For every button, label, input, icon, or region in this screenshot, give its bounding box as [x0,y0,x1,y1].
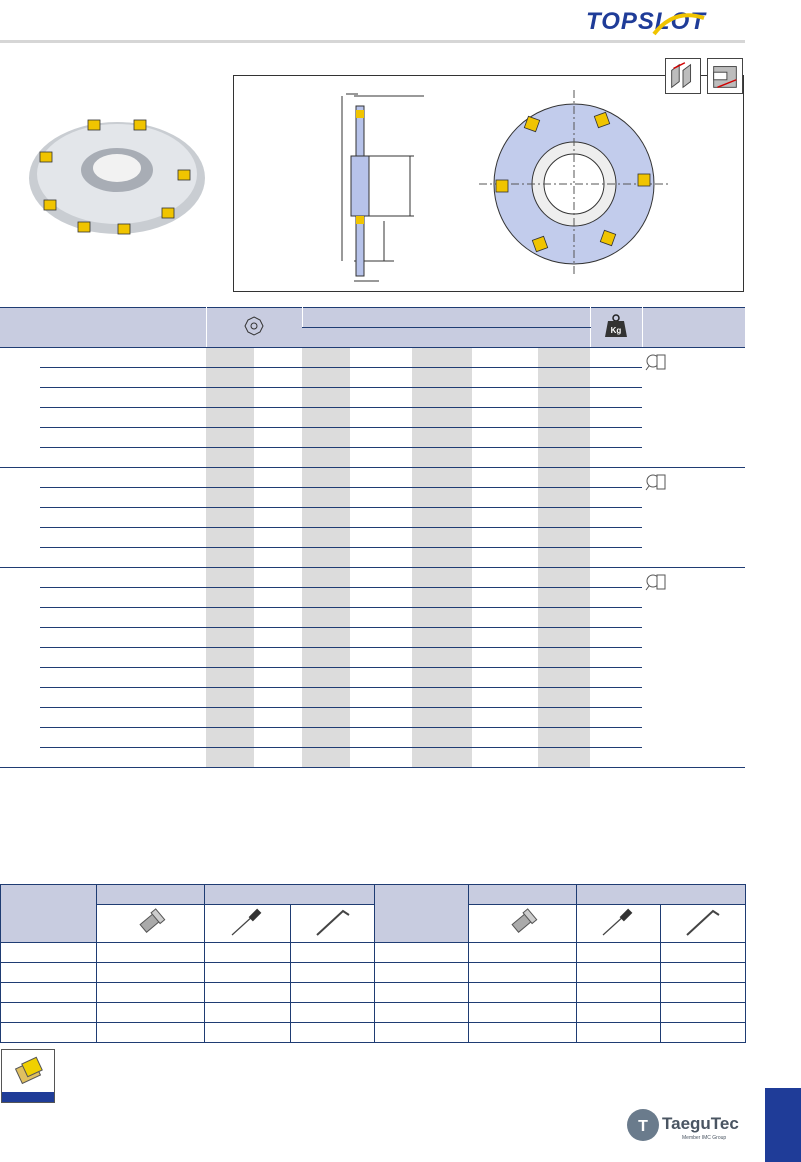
table-row [0,348,745,368]
reference-header [642,308,745,348]
cutter-drawing [233,75,744,292]
table-row [0,688,745,708]
table-row [0,568,745,588]
torx-key-icon [599,907,639,937]
table-row [0,588,745,608]
dimensions-subheader [302,328,590,348]
torx-key-cell [577,905,661,943]
table-row [0,388,745,408]
reference-page-icon [645,472,667,492]
hex-wrench-cell [661,905,746,943]
table-row [0,428,745,448]
cutter-drawing-svg [234,76,745,293]
brand-name: TaeguTec [662,1114,739,1133]
table-row [0,648,745,668]
parts-key-header-left [205,885,375,905]
screw-icon [505,907,541,937]
hex-wrench-icon [313,907,353,937]
table-row [0,408,745,428]
cutter-photo [22,110,212,240]
table-row [0,628,745,648]
spare-parts-table [0,884,746,1043]
table-row [0,608,745,628]
table-row [0,448,745,468]
parts-key-header-right [577,885,746,905]
table-row [1,983,746,1003]
section-tab[interactable] [765,1088,801,1162]
topslot-logo-text: TOPSLOT [586,8,706,35]
svg-text:Kg: Kg [610,326,622,335]
catalog-note-box [1,1049,55,1103]
table-row [0,528,745,548]
teeth-count-icon [244,316,264,336]
hex-wrench-icon [683,907,723,937]
screw-cell [469,905,577,943]
designation-header [0,308,206,348]
hex-wrench-cell [291,905,375,943]
torx-key-icon [228,907,268,937]
cutter-spec-table [0,307,745,768]
table-row [1,1003,746,1023]
table-row [0,668,745,688]
teeth-header [206,308,302,348]
table-row [1,943,746,963]
brand-tagline: Member IMC Group [682,1135,727,1141]
table-row [0,468,745,488]
slotting-icon [665,58,701,94]
weight-header [590,308,642,348]
side-milling-icon [707,58,743,94]
screw-cell [97,905,205,943]
header-rule [0,40,745,43]
table-row [0,548,745,568]
table-row [1,963,746,983]
catalog-note-icon [2,1050,54,1092]
note-bar [2,1092,54,1102]
taegutec-logo [626,1105,750,1145]
parts-screw-header-left [97,885,205,905]
reference-page-icon [645,352,667,372]
table-row [0,488,745,508]
screw-icon [133,907,169,937]
torx-key-cell [205,905,291,943]
reference-page-icon [645,572,667,592]
table-row [1,1023,746,1043]
weight-kg-icon [603,314,629,338]
table-row [0,708,745,728]
table-row [0,728,745,748]
dimensions-header [302,308,590,328]
parts-designation-header-right [375,885,469,943]
topslot-logo [584,4,746,38]
parts-designation-header-left [1,885,97,943]
svg-text:T: T [638,1118,648,1135]
table-row [0,748,745,768]
parts-screw-header-right [469,885,577,905]
table-row [0,508,745,528]
table-row [0,368,745,388]
